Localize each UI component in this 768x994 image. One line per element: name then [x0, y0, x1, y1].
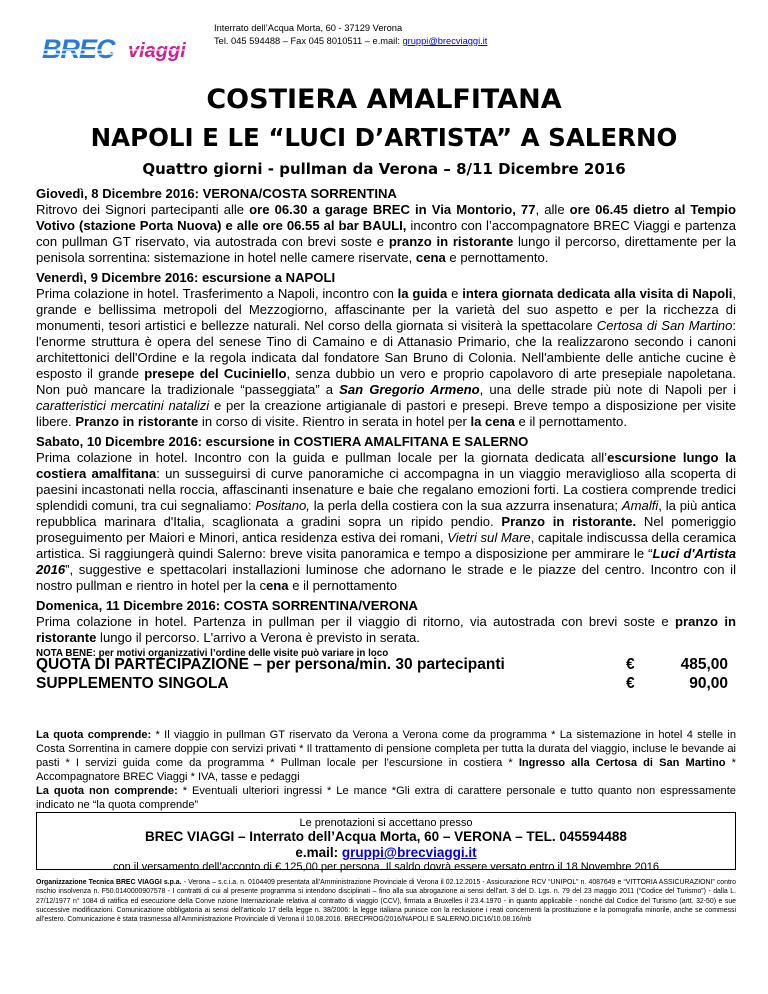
- day-3-text: Prima colazione in hotel. Incontro con la guida e pullman locale per la giornata dedicata all’escursione lungo la costiera amalfitana: un susseguirsi di curve panoramiche ci accompagna in un viaggio meraviglioso alla scoperta di paesini incastonati nella roccia, affascinanti insenature e baie che regalano emozioni forti. La costiera comprende tredici splendidi comuni, tra cui segnaliamo: Positano, la perla della costiera con la sua azzurra insenatura; Amalfi, la più antica repubblica marinara d'Italia, scaglionata a gradini sopra un ripido pendio. Pranzo in ristorante. Nel pomeriggio proseguimento per Maiori e Minori, antica residenza estiva dei romani, Vietri sul Mare, capitale indiscussa della ceramica artistica. Si raggiungerà quindi Salerno: breve visita panoramica e tempo a disposizione per ammirare le “Luci d'Artista 2016”, suggestive e spettacolari installazioni luminose che adornano le strade e le piazze del centro. Incontro con il nostro pullman e rientro in hotel per la cena e il pernottamento: [36, 450, 737, 593]
- nota-bene: NOTA BENE: per motivi organizzativi l’ordine delle visite può variare in loco: [36, 648, 389, 659]
- trip-subtitle: Quattro giorni - pullman da Verona – 8/11 Dicembre 2016: [142, 160, 626, 178]
- header-email-link[interactable]: gruppi@brecviaggi.it: [402, 36, 488, 46]
- day-4-text: Prima colazione in hotel. Partenza in pullman per il viaggio di ritorno, via autostrada con brevi soste e pranzo in ristorante lungo il percorso. L'arrivo a Verona è previsto in serata.: [36, 614, 736, 645]
- agency-address: [214, 22, 487, 48]
- booking-email: e.mail: gruppi@brecviaggi.it: [295, 845, 477, 860]
- day-4-heading: Domenica, 11 Dicembre 2016: COSTA SORRENTINA/VERONA: [36, 598, 419, 613]
- price-amount: 90,00: [689, 675, 728, 692]
- booking-intro: Le prenotazioni si accettano presso: [299, 817, 473, 829]
- letterhead: [36, 18, 736, 70]
- day-2-heading: Venerdì, 9 Dicembre 2016: escursione a NAPOLI: [36, 270, 336, 285]
- address-line: Interrato dell’Acqua Morta, 60 - 37129 Verona: [214, 23, 403, 33]
- price-row-supplemento: [36, 674, 736, 693]
- day-3-heading: Sabato, 10 Dicembre 2016: escursione in COSTIERA AMALFITANA E SALERNO: [36, 434, 529, 449]
- quota-comprende: [36, 728, 736, 812]
- booking-email-link[interactable]: gruppi@brecviaggi.it: [341, 845, 477, 860]
- price-label: QUOTA DI PARTECIPAZIONE – per persona/min. 30 partecipanti: [36, 656, 505, 673]
- day-1-text: Ritrovo dei Signori partecipanti alle ore 06.30 a garage BREC in Via Montorio, 77, alle ore 06.45 dietro al Tempio Votivo (stazione Porta Nuova) e alle ore 06.55 al bar BAULI, incontro con l’accompagnatore BREC Viaggi e partenza con pullman GT riservato, via autostrada con brevi soste e pranzo in ristorante lungo il percorso, direttamente per la penisola sorrentina: sistemazione in hotel nelle camere riservate, cena e pernottamento.: [36, 202, 737, 265]
- booking-deposit: con il versamento dell’acconto di € 125,00 per persona. Il saldo dovrà essere versato entro il 18 Novembre 2016: [112, 861, 660, 873]
- price-amount: 485,00: [680, 656, 728, 673]
- currency-symbol: €: [626, 656, 635, 673]
- day-2-text: Prima colazione in hotel. Trasferimento a Napoli, incontro con la guida e intera giornata dedicata alla visita di Napoli, grande e bellissima metropoli del Mezzogiorno, affascinante per la varietà del suo aspetto e per la ricchezza di monumenti, tesori artistici e bellezze naturali. Nel corso della giornata si visiterà la spettacolare Certosa di San Martino: l'enorme struttura è opera del senese Tino di Camaino e di Attanasio Primario, che la realizzarono secondo i canoni architettonici dell'Ordine e la regola indicata dal fondatore San Bruno di Colonia. Nell'ambiente delle antiche cucine è esposto il grande presepe del Cuciniello, senza dubbio un vero e proprio capolavoro di arte presepiale napoletana. Non può mancare la tradizionale “passeggiata” a San Gregorio Armeno, una delle strade più note di Napoli per i caratteristici mercatini natalizi e per la creazione artigianale di pastori e presepi. Breve tempo a disposizione per visite libere. Pranzo in ristorante in corso di visite. Rientro in serata in hotel per la cena e il pernottamento.: [36, 286, 736, 429]
- currency-symbol: €: [626, 675, 635, 692]
- legal-footer: Organizzazione Tecnica BREC VIAGGI s.p.a. - Verona – s.c.i.a. n. 0104409 presentata all’Amministrazione Provinciale di Verona il 02.12.2015 - Assicurazione RCV “UNIPOL” n. 4087649 e “VITTORIA ASSICURAZIONI” contro rischio insolvenza n. F50.0140000907578 - I contratti di cui al presente programma si intendono disciplinati – fino alla sua abrogazione ai sensi dell’art. 3 del D. Lgs. n. 79 del 23 maggio 2011 (“Codice del Turismo”) - dalla L. 27/12/1977 n° 1084 di ratifica ed esecuzione della Conve nzione Internazionale relativa al contratto di viaggio (CCV), firmata a Bruxelles il 23.4.1970 - in quanto applicabile - nonché dal Codice del Turismo (artt. 32-50) e sue successive modificazioni. Comunicazione obbligatoria ai sensi dell’articolo 17 della legge n. 38/2006: la legge italiana punisce con la reclusione i reati concernenti la prostituzione e la pornografia minorile, anche se commessi all’estero. Comunicazione è stata trasmessa all’Amministrazione Provinciale di Verona il 10.08.2016. BRECPROG/2016/NAPOLI E SALERNO.DIC16/10.08.16/mb: [36, 879, 736, 924]
- price-table: [36, 655, 736, 693]
- day-1-heading: Giovedì, 8 Dicembre 2016: VERONA/COSTA SORRENTINA: [36, 186, 397, 201]
- svg-text:BREC: BREC: [42, 34, 115, 64]
- excludes-text: La quota non comprende: * Eventuali ulteriori ingressi * Le mance *Gli extra di carattere personale e tutto quanto non espressamente indicato ne “la quota comprende”: [36, 785, 736, 811]
- contact-line: Tel. 045 594488 – Fax 045 8010511 – e.mail: gruppi@brecviaggi.it: [214, 36, 488, 46]
- itinerary: [36, 186, 736, 662]
- booking-box: [36, 812, 736, 873]
- main-title: COSTIERA AMALFITANA: [206, 84, 562, 115]
- price-label: SUPPLEMENTO SINGOLA: [36, 675, 229, 692]
- brec-viaggi-logo: [40, 32, 206, 64]
- price-row-quota: [36, 655, 736, 674]
- includes-text: La quota comprende: * Il viaggio in pullman GT riservato da Verona a Verona come da programma * La sistemazione in hotel 4 stelle in Costa Sorrentina in camere doppie con servizi privati * Il trattamento di pensione completa per tutta la durata del viaggio, incluse le bevande ai pasti * I servizi guida come da programma * Pullman locale per l’escursione in costiera * Ingresso alla Certosa di San Martino * Accompagnatore BREC Viaggi * IVA, tasse e pedaggi: [36, 729, 737, 783]
- booking-agency: BREC VIAGGI – Interrato dell’Acqua Morta, 60 – VERONA – TEL. 045594488: [145, 829, 627, 844]
- svg-text:viaggi: viaggi: [128, 40, 186, 62]
- sub-title: NAPOLI E LE “LUCI D’ARTISTA” A SALERNO: [90, 123, 678, 152]
